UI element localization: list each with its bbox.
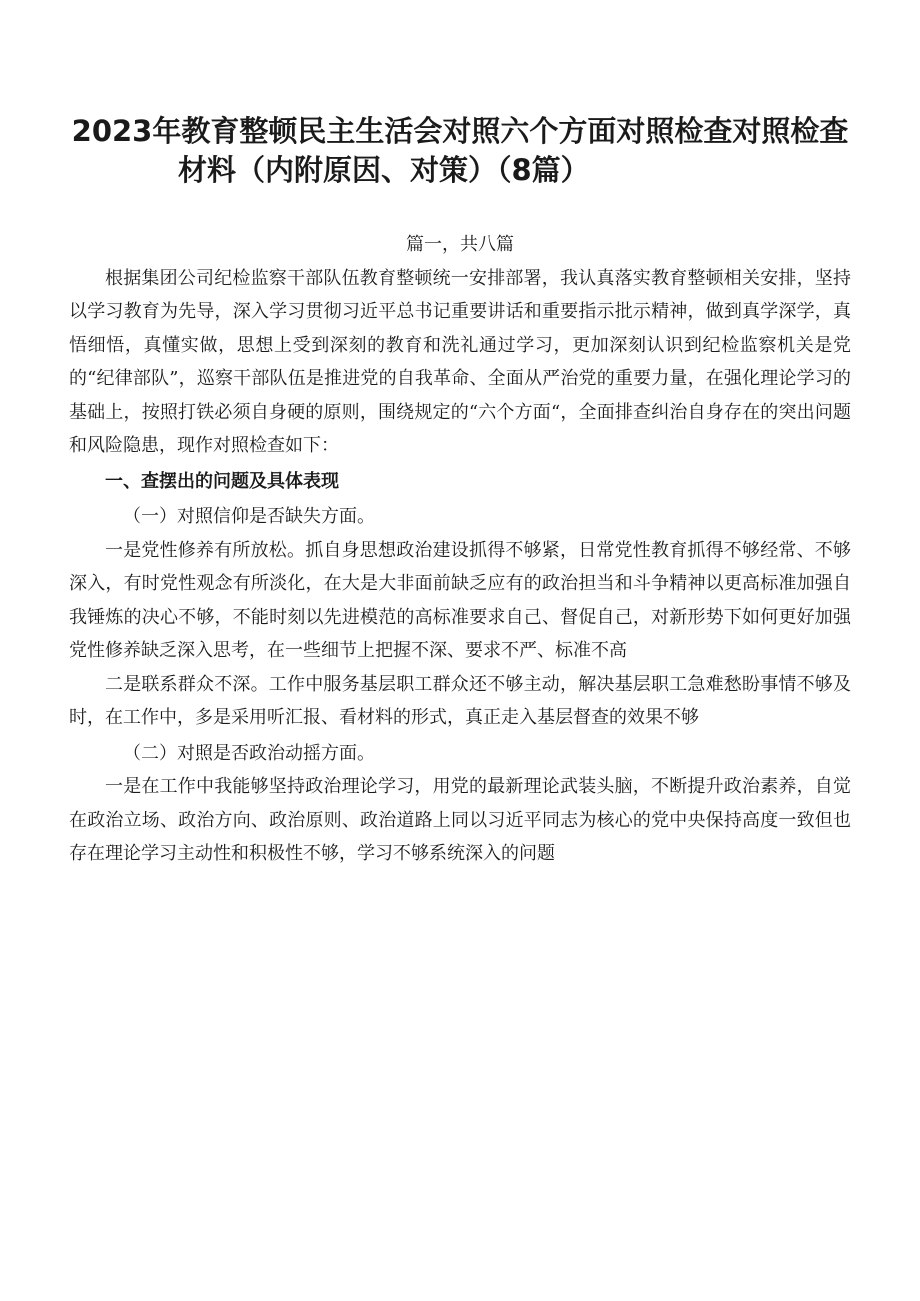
document-subtitle: 篇一，共八篇: [406, 234, 514, 255]
document-title-line-1: 2023年教育整顿民主生活会对照六个方面对照检查对照检查: [71, 114, 849, 148]
sub-heading-2: （二）对照是否政治动摇方面。: [123, 742, 375, 764]
sub-heading-1: （一）对照信仰是否缺失方面。: [123, 506, 375, 527]
paragraph-contact-masses: 二是联系群众不深。工作中服务基层职工群众还不够主动，解决基层职工急难愁盼事情不够及时，在工作中，多是采用听汇报、看材料的形式，真正走入基层督查的效果不够: [69, 673, 851, 728]
paragraph-political-study: 一是在工作中我能够坚持政治理论学习，用党的最新理论武装头脑，不断提升政治素养，自觉在政治立场、政治方向、政治原则、政治道路上同以习近平同志为核心的党中央保持高度一致但也存在理论学习主动性和积极性不够，学习不够系统深入的问题: [69, 776, 851, 864]
document-title-line-2: 材料（内附原因、对策）（8篇）: [178, 153, 590, 187]
document-body: [69, 228, 851, 871]
intro-paragraph: 根据集团公司纪检监察干部队伍教育整顿统一安排部署，我认真落实教育整顿相关安排，坚持以学习教育为先导，深入学习贯彻习近平总书记重要讲话和重要指示批示精神，做到真学深学，真悟细悟，真懂实做，思想上受到深刻的教育和洗礼通过学习，更加深刻认识到纪检监察机关是党的“纪律部队”，巡察干部队伍是推进党的自我革命、全面从严治党的重要力量，在强化理论学习的基础上，按照打铁必须自身硬的原则，围绕规定的“六个方面“，全面排查纠治自身存在的突出问题和风险隐患，现作对照检查如下：: [69, 267, 851, 456]
document-title: [60, 112, 860, 190]
paragraph-party-spirit: 一是党性修养有所放松。抓自身思想政治建设抓得不够紧，日常党性教育抓得不够经常、不够深入，有时党性观念有所淡化，在大是大非面前缺乏应有的政治担当和斗争精神以更高标准加强自我锤炼的决心不够，不能时刻以先进模范的高标准要求自己、督促自己，对新形势下如何更好加强党性修养缺乏深入思考，在一些细节上把握不深、要求不严、标准不高: [69, 539, 851, 661]
section-heading-1: 一、查摆出的问题及具体表现: [105, 470, 339, 492]
